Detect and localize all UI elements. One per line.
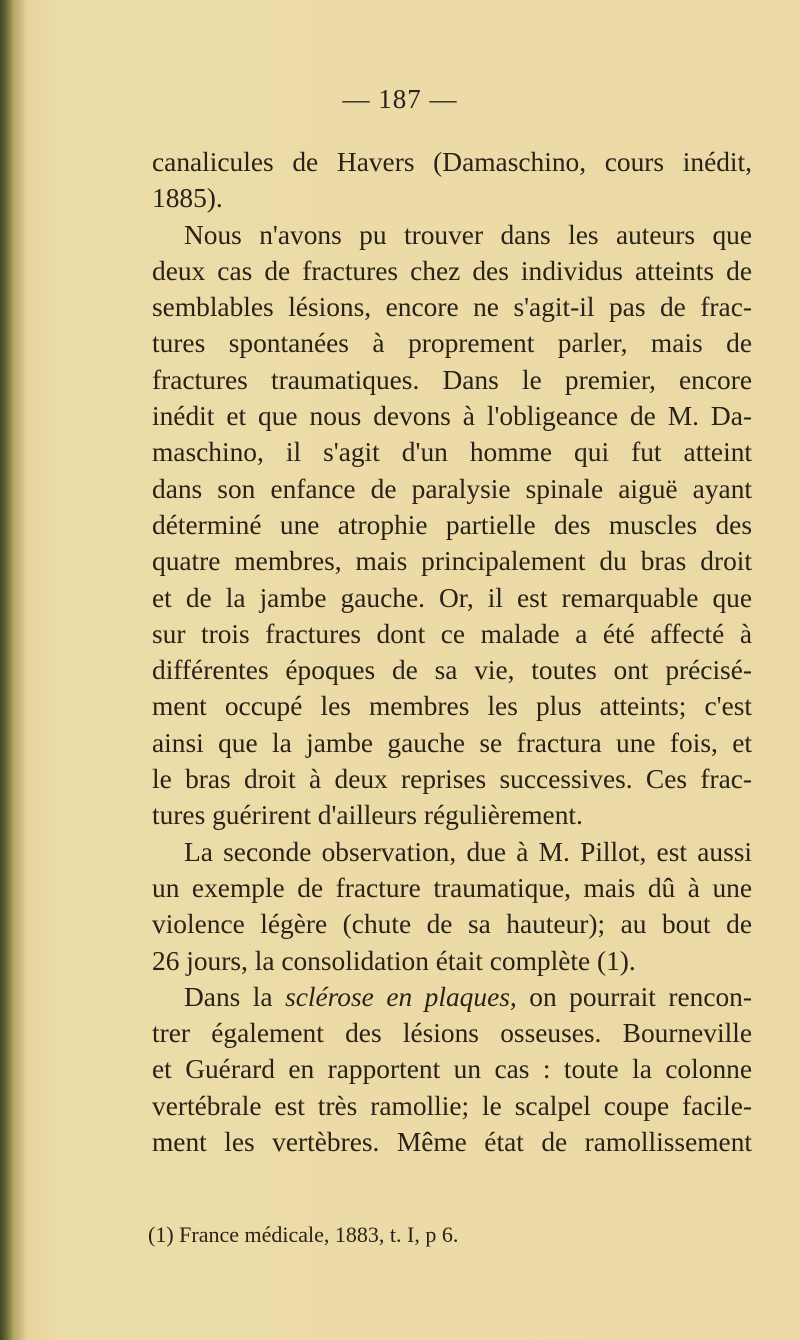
text-line: vertébrale est très ramollie; le scalpel coupe facile- bbox=[152, 1090, 752, 1121]
text-line: semblables lésions, encore ne s'agit-il pas de frac- bbox=[152, 292, 752, 323]
text-line: canalicules de Havers (Damaschino, cours inédit, bbox=[152, 147, 752, 177]
text-line: sur trois fractures dont ce malade a été affecté à bbox=[152, 618, 752, 649]
text-line: dans son enfance de paralysie spinale aiguë ayant bbox=[152, 473, 752, 504]
text-line: fractures traumatiques. Dans le premier, encore bbox=[152, 364, 752, 395]
text-line: et Guérard en rapportent un cas : toute la colonne bbox=[152, 1054, 752, 1085]
text-line: ainsi que la jambe gauche se fractura une fois, et bbox=[152, 727, 752, 758]
text-line: violence légère (chute de sa hauteur); au bout de bbox=[152, 909, 752, 940]
text-line: inédit et que nous devons à l'obligeance de M. Da- bbox=[152, 401, 752, 432]
text-line: La seconde observation, due à M. Pillot, est aussi bbox=[184, 836, 752, 867]
text-line: ment les vertèbres. Même état de ramollissement bbox=[152, 1127, 752, 1158]
text-segment: on pourrait rencon- bbox=[529, 981, 752, 1012]
text-line: trer également des lésions osseuses. Bourneville bbox=[152, 1018, 752, 1049]
text-line: un exemple de fracture traumatique, mais dû à une bbox=[152, 872, 752, 903]
text-line: ment occupé les membres les plus atteints; c'est bbox=[152, 691, 752, 722]
text-line: 1885). bbox=[152, 183, 223, 214]
text-line: tures spontanées à proprement parler, mais de bbox=[152, 328, 752, 359]
text-segment: Dans la bbox=[184, 981, 273, 1012]
text-line: 26 jours, la consolidation était complète (1). bbox=[152, 945, 636, 976]
text-line: tures guérirent d'ailleurs régulièrement. bbox=[152, 800, 583, 831]
body-text bbox=[152, 144, 752, 1160]
text-line: différentes époques de sa vie, toutes ont précisé- bbox=[152, 655, 752, 686]
text-line: et de la jambe gauche. Or, il est remarquable que bbox=[152, 582, 752, 613]
text-line: déterminé une atrophie partielle des muscles des bbox=[152, 509, 752, 540]
text-line: quatre membres, mais principalement du bras droit bbox=[152, 546, 752, 577]
text-line: Nous n'avons pu trouver dans les auteurs que bbox=[184, 219, 752, 250]
footnote: (1) France médicale, 1883, t. I, p 6. bbox=[148, 1222, 459, 1247]
text-line: maschino, il s'agit d'un homme qui fut atteint bbox=[152, 437, 752, 468]
text-line bbox=[152, 979, 752, 1015]
page-number: — 187 — bbox=[342, 84, 458, 114]
italic-term: sclérose en plaques, bbox=[285, 981, 517, 1012]
text-line: le bras droit à deux reprises successives. Ces frac- bbox=[152, 764, 752, 795]
text-line: deux cas de fractures chez des individus atteints de bbox=[152, 255, 752, 286]
